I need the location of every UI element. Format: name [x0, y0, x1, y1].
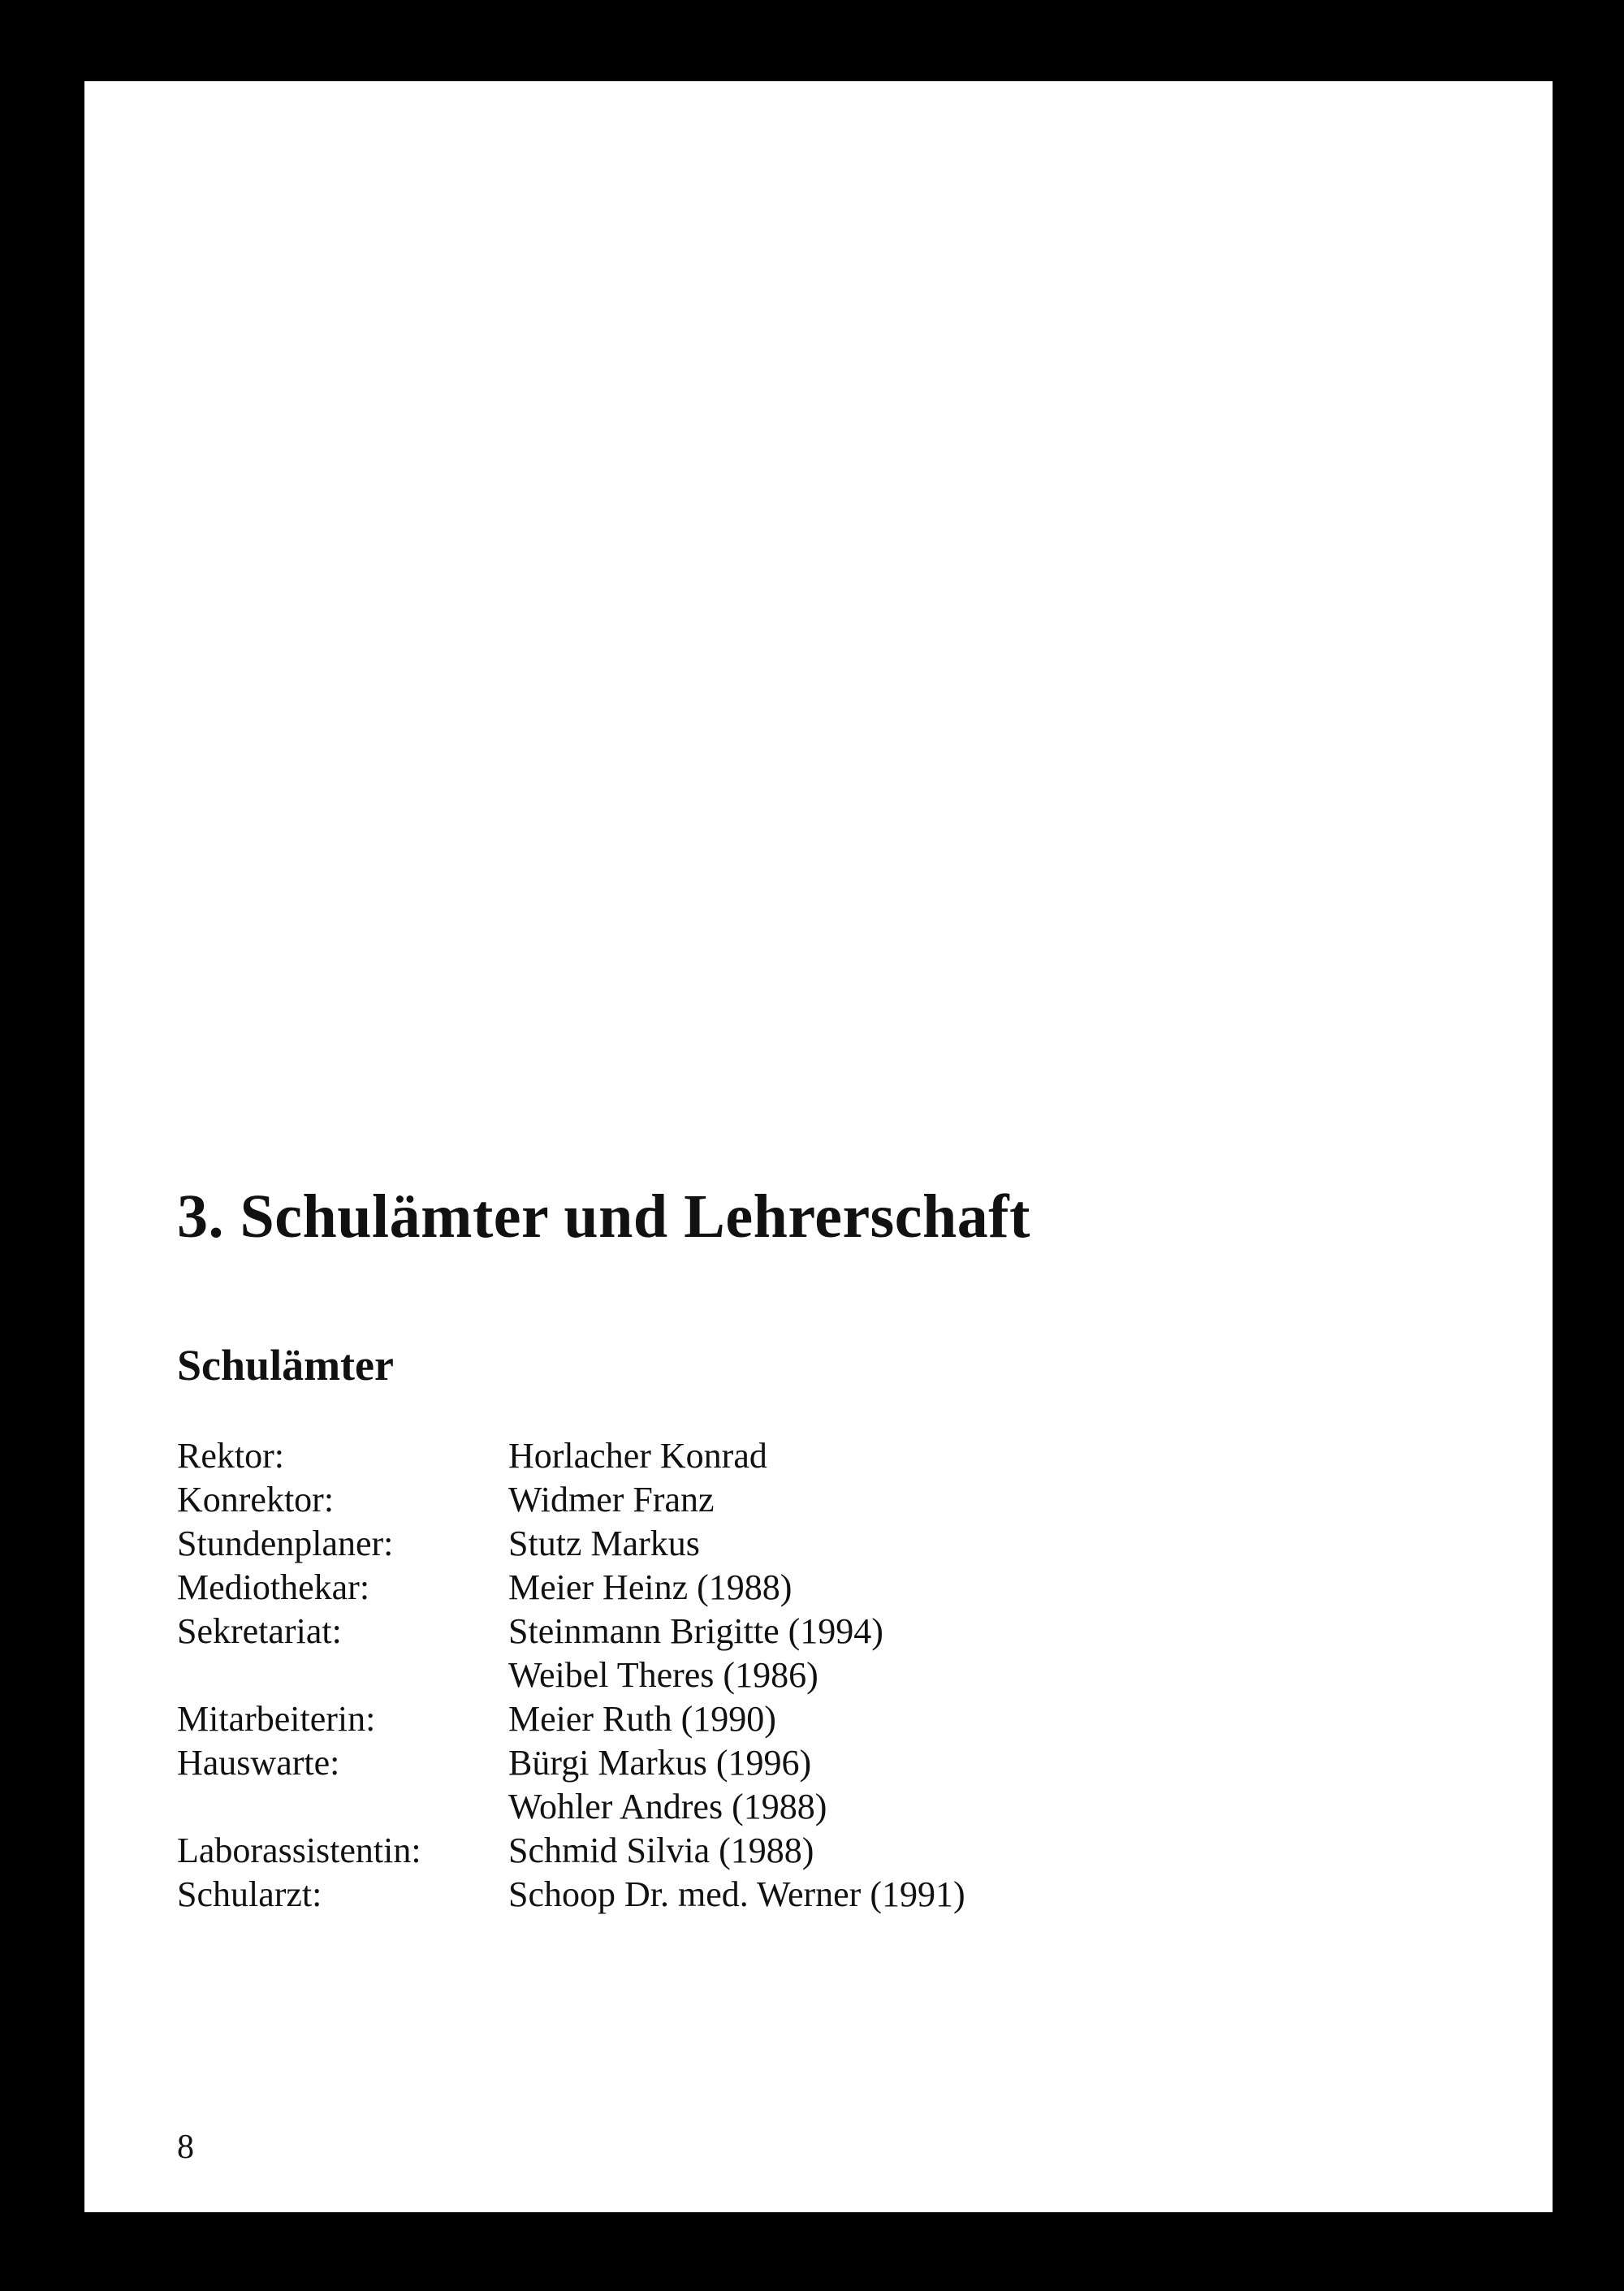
roster-role	[177, 1653, 508, 1697]
roster-role: Schularzt:	[177, 1874, 322, 1914]
roster-row	[177, 1873, 1233, 1917]
roster-row	[177, 1522, 1233, 1566]
staff-roster	[177, 1434, 1233, 1917]
roster-name: Wohler Andres (1988)	[508, 1787, 827, 1826]
roster-row	[177, 1610, 1233, 1653]
roster-role: Mitarbeiterin:	[177, 1699, 376, 1739]
roster-name: Widmer Franz	[508, 1480, 715, 1519]
roster-row	[177, 1653, 1233, 1697]
roster-row	[177, 1478, 1233, 1522]
roster-row	[177, 1434, 1233, 1478]
chapter-title: 3. Schulämter und Lehrerschaft	[177, 1182, 1030, 1251]
roster-role: Sekretariat:	[177, 1611, 342, 1651]
roster-row	[177, 1785, 1233, 1829]
roster-name: Stutz Markus	[508, 1524, 700, 1563]
roster-name: Steinmann Brigitte (1994)	[508, 1611, 883, 1651]
document-page	[84, 81, 1553, 2212]
section-title: Schulämter	[177, 1341, 394, 1390]
roster-name: Schoop Dr. med. Werner (1991)	[508, 1874, 965, 1914]
roster-role: Rektor:	[177, 1436, 284, 1476]
roster-name: Meier Ruth (1990)	[508, 1699, 776, 1739]
roster-name: Bürgi Markus (1996)	[508, 1743, 812, 1783]
roster-row	[177, 1566, 1233, 1610]
roster-role: Laborassistentin:	[177, 1831, 421, 1870]
roster-name: Schmid Silvia (1988)	[508, 1831, 814, 1870]
roster-name: Horlacher Konrad	[508, 1436, 767, 1476]
roster-row	[177, 1741, 1233, 1785]
roster-role	[177, 1785, 508, 1829]
roster-role: Mediothekar:	[177, 1567, 370, 1607]
roster-role: Konrektor:	[177, 1480, 335, 1519]
roster-name: Weibel Theres (1986)	[508, 1655, 818, 1695]
roster-name: Meier Heinz (1988)	[508, 1567, 793, 1607]
roster-row	[177, 1829, 1233, 1873]
roster-row	[177, 1697, 1233, 1741]
roster-role: Hauswarte:	[177, 1743, 340, 1783]
roster-role: Stundenplaner:	[177, 1524, 394, 1563]
page-number: 8	[177, 2129, 194, 2166]
